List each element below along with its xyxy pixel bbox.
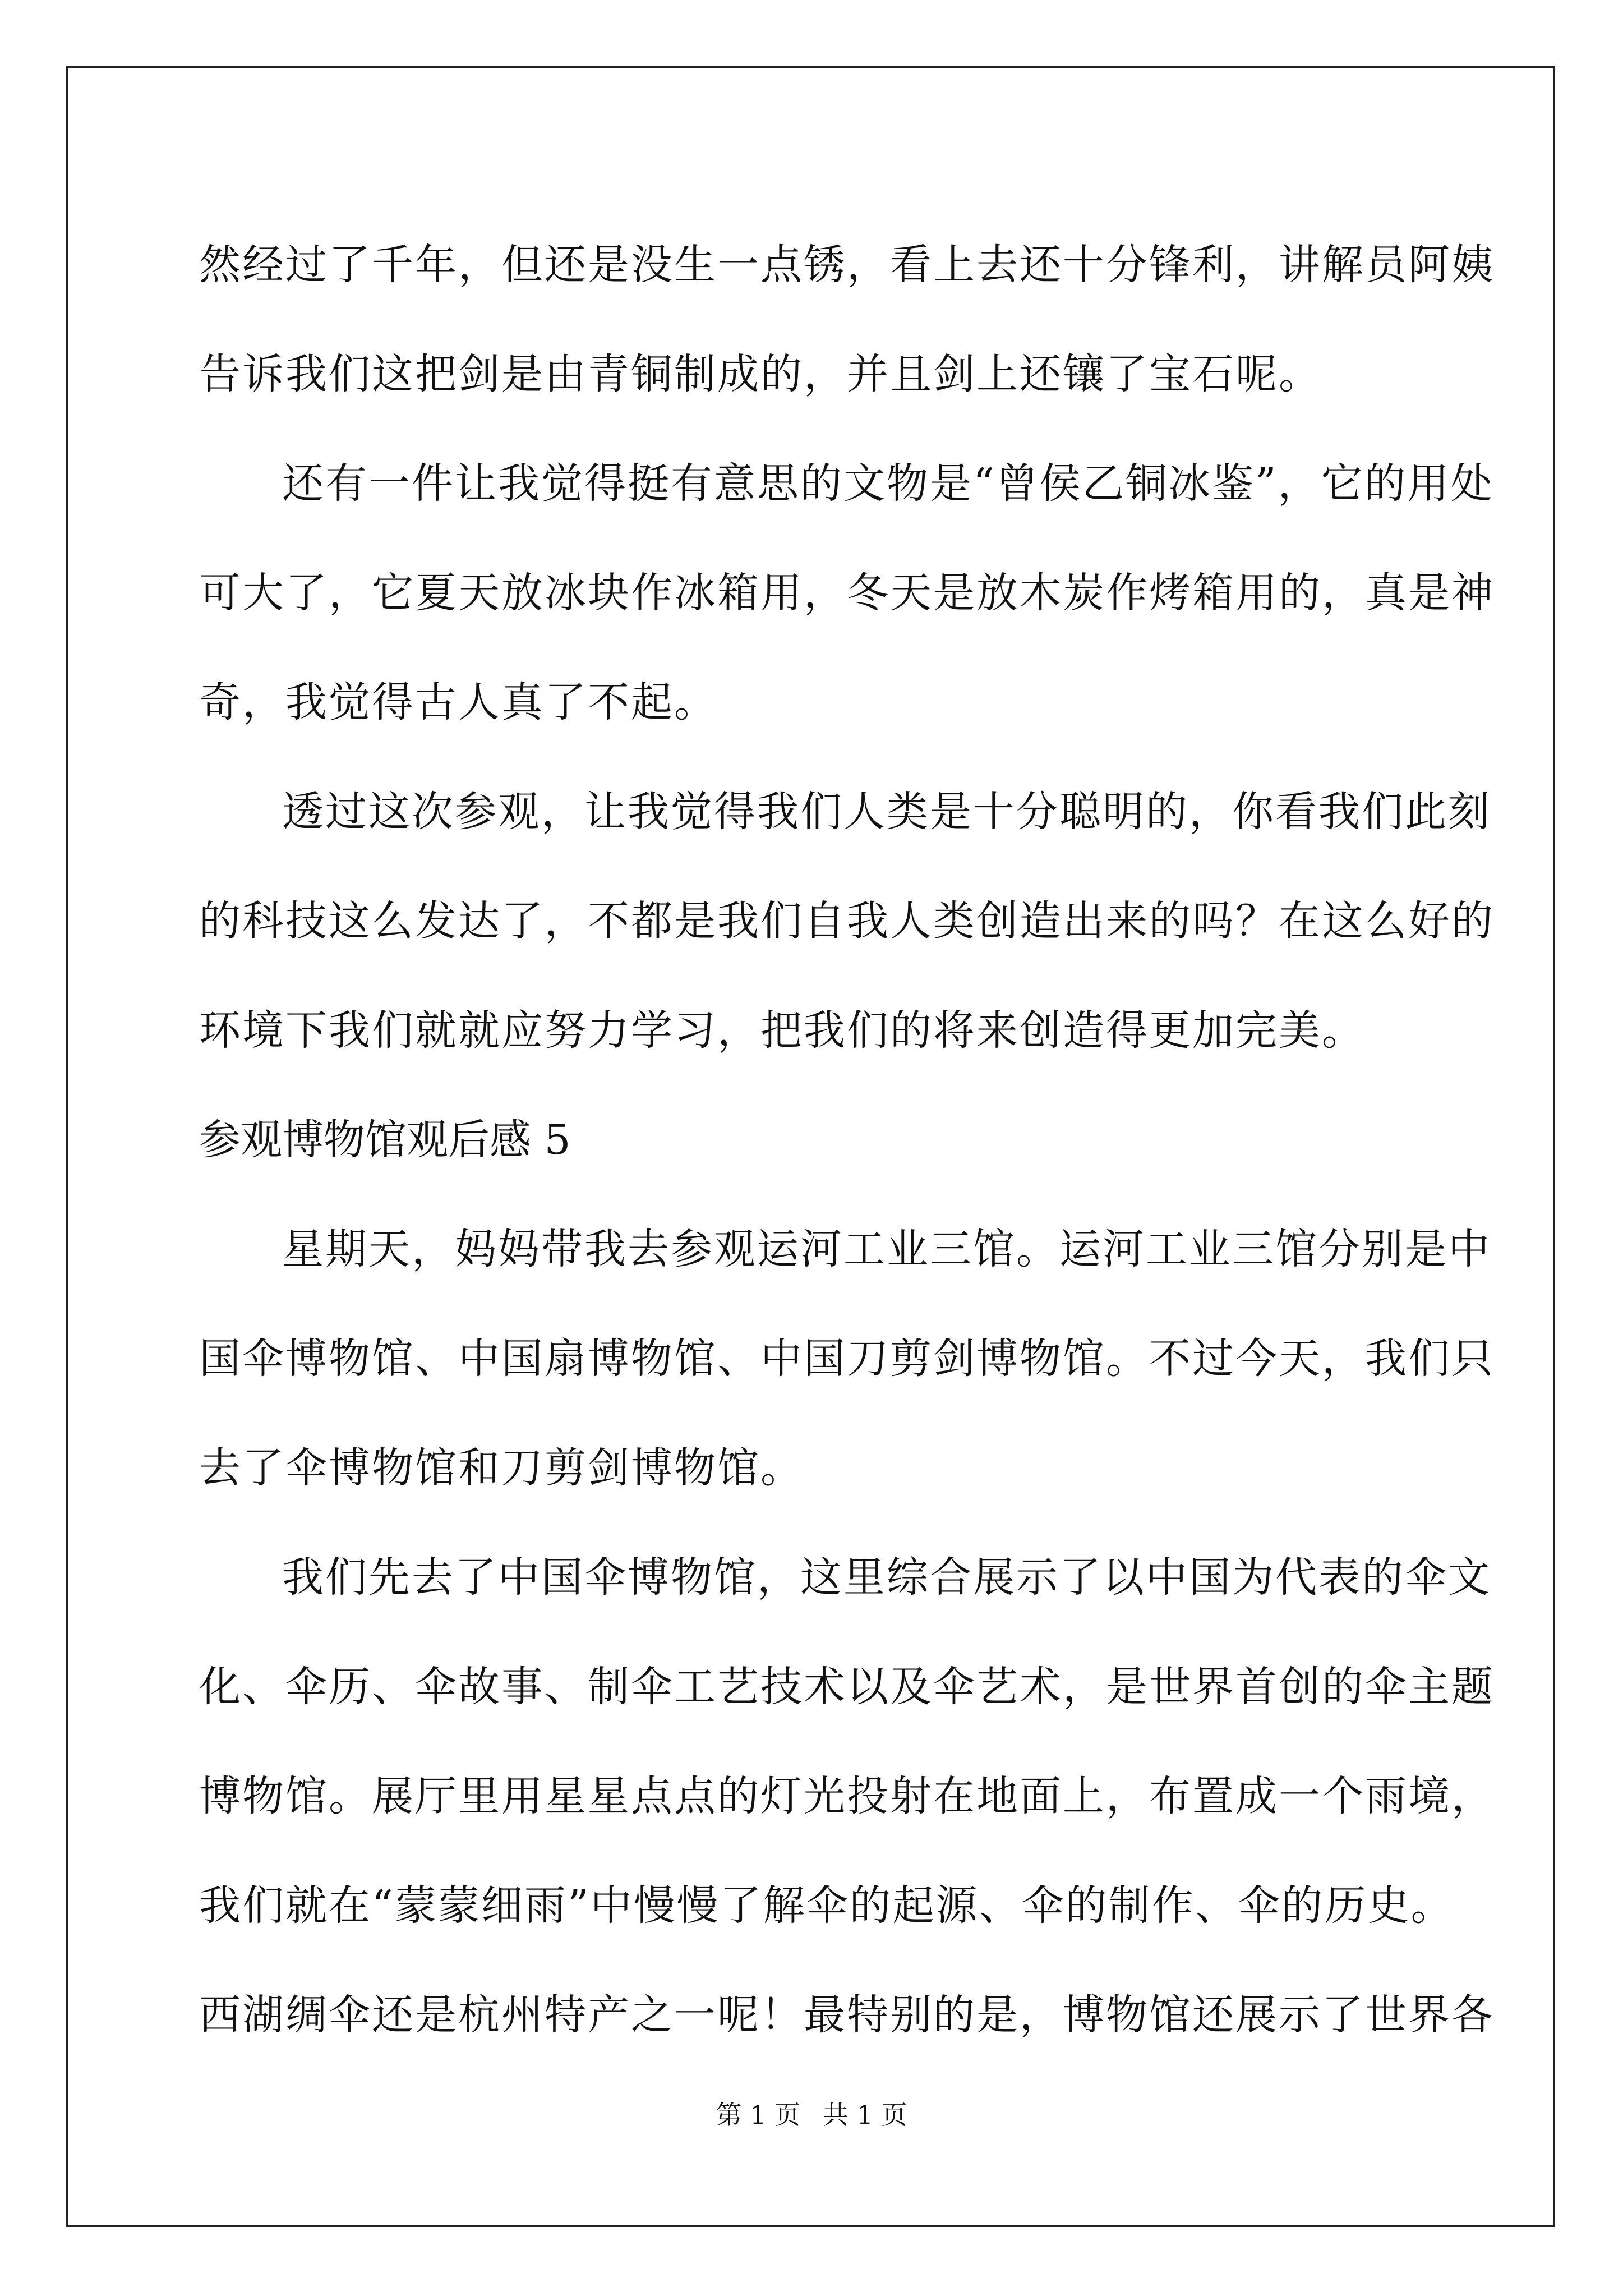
text-line-5: 奇，我觉得古人真了不起。	[199, 678, 717, 726]
page-footer	[0, 2098, 1623, 2132]
text-line-6: 透过这次参观，让我觉得我们人类是十分聪明的，你看我们此刻	[282, 788, 1491, 836]
page-total: 共 1 页	[823, 2100, 907, 2130]
text-line-7: 的科技这么发达了，不都是我们自我人类创造出来的吗？在这么好的	[199, 897, 1495, 945]
text-line-14: 化、伞历、伞故事、制伞工艺技术以及伞艺术，是世界首创的伞主题	[199, 1663, 1495, 1711]
text-line-13: 我们先去了中国伞博物馆，这里综合展示了以中国为代表的伞文	[282, 1553, 1491, 1602]
text-line-12: 去了伞博物馆和刀剪剑博物馆。	[199, 1444, 804, 1492]
text-line-2: 告诉我们这把剑是由青铜制成的，并且剑上还镶了宝石呢。	[199, 350, 1322, 398]
text-line-1: 然经过了千年，但还是没生一点锈，看上去还十分锋利，讲解员阿姨	[199, 241, 1495, 289]
text-line-17: 西湖绸伞还是杭州特产之一呢！最特别的是，博物馆还展示了世界各	[199, 1991, 1495, 2039]
text-line-10: 星期天，妈妈带我去参观运河工业三馆。运河工业三馆分别是中	[282, 1225, 1491, 1273]
text-line-4: 可大了，它夏天放冰块作冰箱用，冬天是放木炭作烤箱用的，真是神	[199, 569, 1495, 617]
page-number: 第 1 页	[716, 2100, 800, 2130]
text-line-3: 还有一件让我觉得挺有意思的文物是“曾侯乙铜冰鉴”，它的用处	[282, 459, 1494, 508]
text-line-8: 环境下我们就就应努力学习，把我们的将来创造得更加完美。	[199, 1006, 1365, 1055]
section-heading: 参观博物馆观后感 5	[199, 1116, 571, 1164]
text-line-16: 我们就在“蒙蒙细雨”中慢慢了解伞的起源、伞的制作、伞的历史。	[199, 1881, 1454, 1930]
text-line-15: 博物馆。展厅里用星星点点的灯光投射在地面上，布置成一个雨境，	[199, 1772, 1495, 1820]
document-body	[199, 210, 1495, 2070]
text-line-11: 国伞博物馆、中国扇博物馆、中国刀剪剑博物馆。不过今天，我们只	[199, 1335, 1495, 1383]
